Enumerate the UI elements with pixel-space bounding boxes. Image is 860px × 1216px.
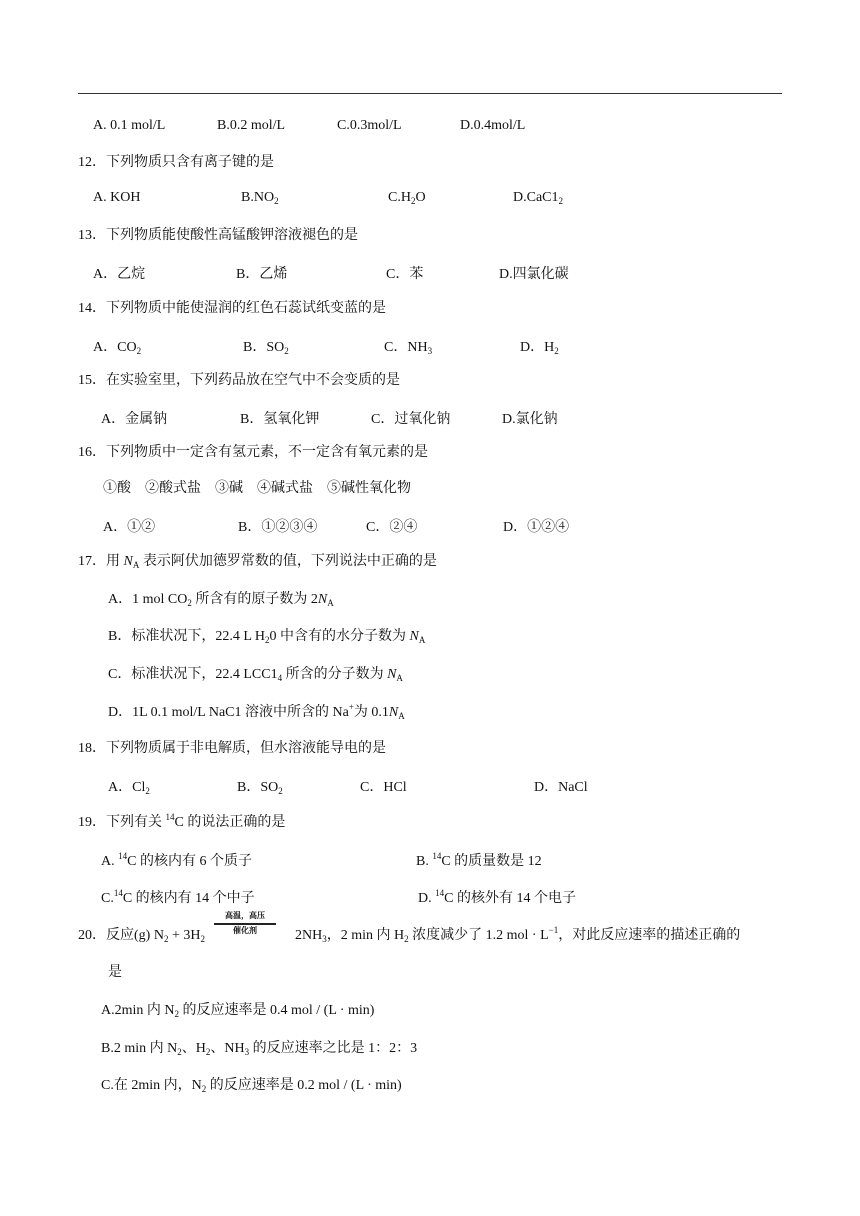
q20-option-b: B.2 min 内 $N_2$、$H_2$、$NH_3$ 的反应速率之比是 1：2：3	[101, 1041, 418, 1057]
q16-stem: 16．下列物质中一定含有氢元素，不一定含有氧元素的是	[78, 445, 428, 460]
q12-option-d: $D.CaC1_2$	[513, 190, 563, 206]
q15-stem: 15．在实验室里，下列药品放在空气中不会变质的是	[78, 373, 400, 388]
q19-option-d: D. $^{14}$C 的核外有 14 个电子	[418, 888, 576, 906]
q14-option-a: A．$CO_2$	[93, 340, 142, 356]
q13-option-d: D.四氯化碳	[499, 267, 569, 282]
q18-stem: 18．下列物质属于非电解质，但水溶液能导电的是	[78, 741, 386, 756]
q12-option-b: $B.NO_2$	[241, 190, 279, 206]
q12-option-a: A. KOH	[93, 190, 141, 205]
q14-stem: 14．下列物质中能使湿润的红色石蕊试纸变蓝的是	[78, 301, 386, 316]
q15-option-d: D.氯化钠	[502, 412, 558, 427]
q20-option-c: C.在 2min 内，$N_2$ 的反应速率是 0.2 mol / (L · min)	[101, 1078, 402, 1094]
q13-stem: 13．下列物质能使酸性高锰酸钾溶液褪色的是	[78, 228, 358, 243]
q11-option-a: A. 0.1 mol/L	[93, 118, 166, 133]
header-rule	[78, 93, 782, 94]
q13-option-c: C．苯	[386, 267, 424, 282]
q12-option-c: $C.H_2O$	[388, 190, 426, 206]
q18-option-d: D．NaCl	[534, 780, 588, 795]
reaction-condition-bottom: 催化剂	[233, 926, 257, 935]
q14-option-d: D．$H_2$	[520, 340, 559, 356]
q18-option-a: A．$Cl_2$	[108, 780, 150, 796]
reaction-arrow	[214, 911, 276, 943]
q11-option-c: C.0.3mol/L	[337, 118, 402, 133]
q18-option-b: B．$SO_2$	[237, 780, 283, 796]
q20-stem-part2: $2NH_3$，2 min 内 $H_2$ 浓度减少了 1.2 mol · $L^{-1}$，对此反应速率的描述正确的	[295, 925, 741, 944]
q19-stem: 19．下列有关 $^{14}$C 的说法正确的是	[78, 812, 286, 830]
arrow-bar	[214, 923, 276, 925]
q16-items: ①酸 ②酸式盐 ③碱 ④碱式盐 ⑤碱性氧化物	[103, 481, 411, 496]
q16-option-c: C．②④	[366, 520, 418, 535]
q17-option-d: D．1L 0.1 mol/L NaC1 溶液中所含的 Na+为 $0.1N_A$	[108, 702, 405, 721]
q19-option-a: A. $^{14}$C 的核内有 6 个质子	[101, 851, 252, 869]
q17-option-c: C．标准状况下，22.4 $LCC1_4$ 所含的分子数为 $N_A$	[108, 667, 403, 683]
q13-option-b: B．乙烯	[236, 267, 288, 282]
q14-option-b: B．$SO_2$	[243, 340, 289, 356]
q16-option-b: B．①②③④	[238, 520, 318, 535]
q15-option-a: A．金属钠	[101, 412, 168, 427]
q11-option-b: B.0.2 mol/L	[217, 118, 286, 133]
q19-option-b: B. $^{14}$C 的质量数是 12	[416, 851, 542, 869]
q20-stem-part1: 20．反应(g) $N_2 + 3H_2$	[78, 928, 205, 944]
reaction-condition-top: 高温，高压	[225, 911, 265, 920]
q19-option-c: C.$^{14}$C 的核内有 14 个中子	[101, 888, 255, 906]
q17-option-b: B．标准状况下，22.4 L $H_20$ 中含有的水分子数为 $N_A$	[108, 629, 426, 645]
q15-option-c: C．过氧化钠	[371, 412, 451, 427]
q17-stem: 17．用 $N_A$ 表示阿伏加德罗常数的值，下列说法中正确的是	[78, 554, 437, 570]
q12-stem: 12．下列物质只含有离子键的是	[78, 155, 274, 170]
q16-option-d: D．①②④	[503, 520, 570, 535]
q11-option-d: D.0.4mol/L	[460, 118, 526, 133]
q20-stem-continued: 是	[108, 965, 122, 980]
q13-option-a: A．乙烷	[93, 267, 146, 282]
q15-option-b: B．氢氧化钾	[240, 412, 320, 427]
q14-option-c: C．$NH_3$	[384, 340, 433, 356]
q17-option-a: A．1 mol $CO_2$ 所含有的原子数为 $2N_A$	[108, 592, 334, 608]
q20-option-a: A.2min 内 $N_2$ 的反应速率是 0.4 mol / (L · min)	[101, 1003, 375, 1019]
q18-option-c: C．HCl	[360, 780, 407, 795]
q16-option-a: A．①②	[103, 520, 156, 535]
